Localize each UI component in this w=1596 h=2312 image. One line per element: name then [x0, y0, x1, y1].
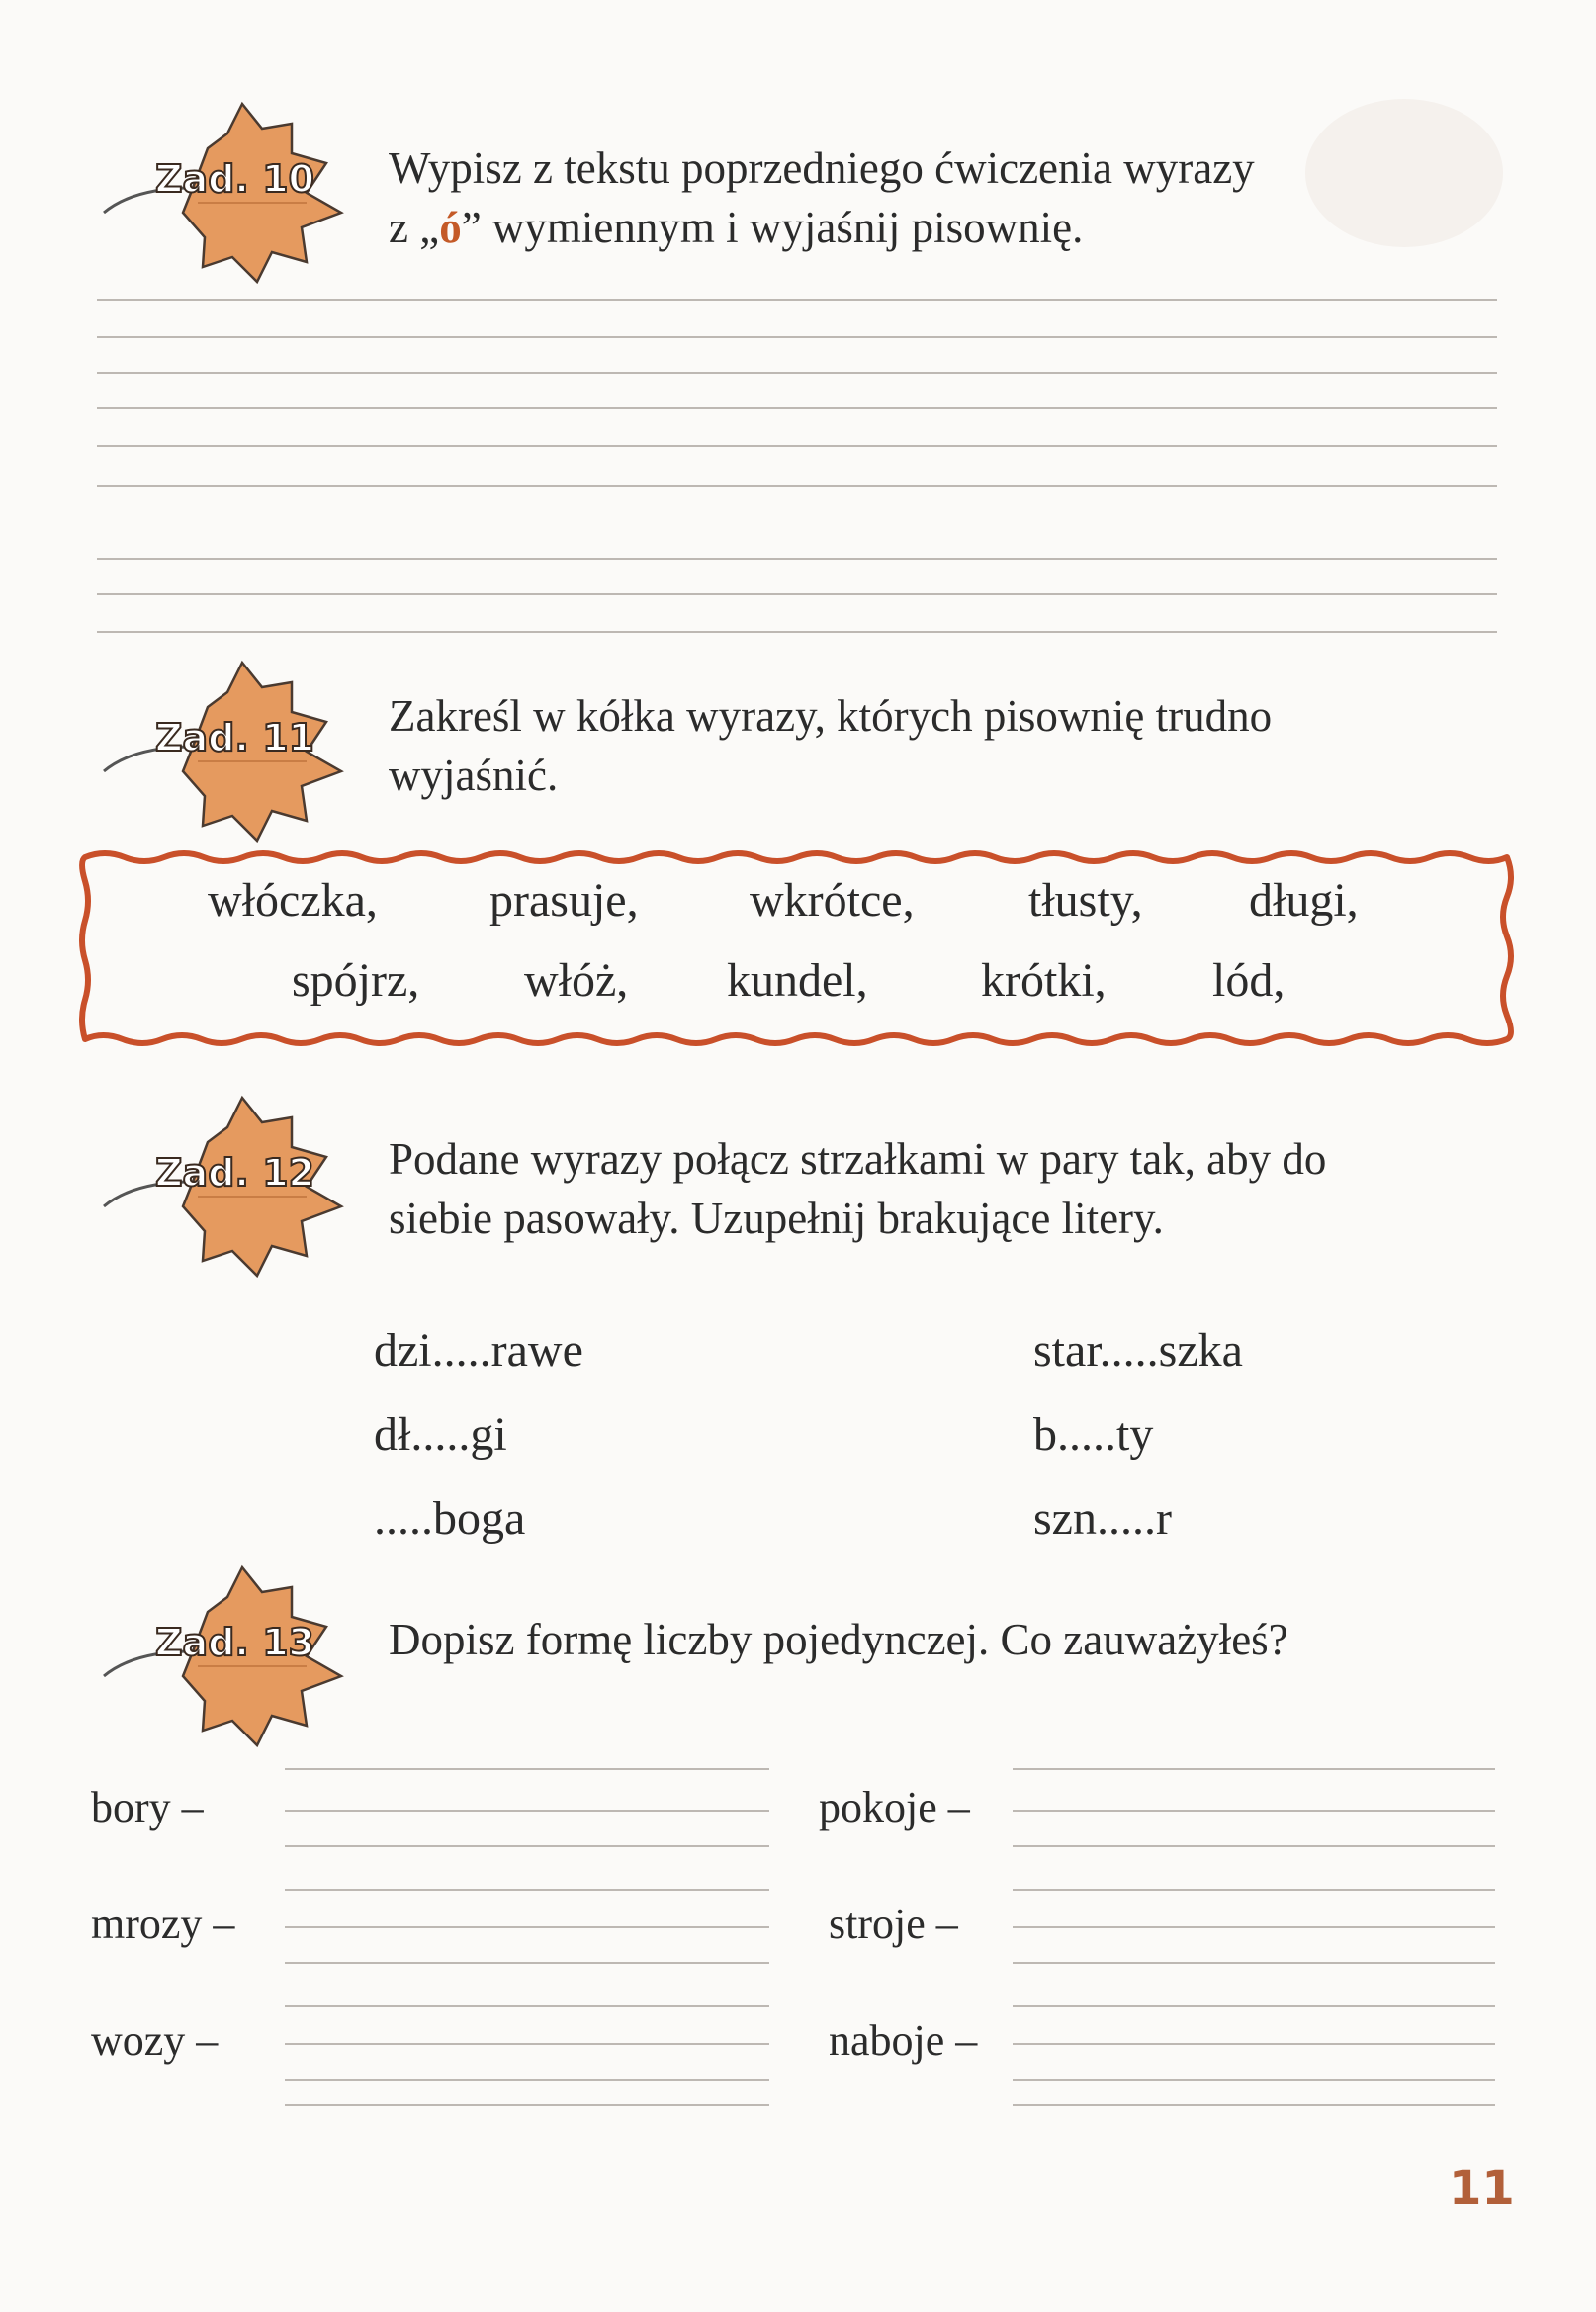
answer-line[interactable] — [1013, 1768, 1495, 1770]
answer-line[interactable] — [285, 1768, 769, 1770]
instruction-line: siebie pasowały. Uzupełnij brakujące litery. — [389, 1194, 1164, 1243]
answer-line[interactable] — [285, 1845, 769, 1847]
pair-word-right[interactable]: star.....szka — [1033, 1324, 1243, 1377]
task-badge-label: Zad. 10 — [155, 157, 314, 201]
answer-line[interactable] — [1013, 1962, 1495, 1964]
plural-word-label: stroje – — [829, 1900, 958, 1948]
plural-word-label: pokoje – — [819, 1783, 970, 1831]
answer-line[interactable] — [1013, 1845, 1495, 1847]
word-item[interactable]: włóż, — [524, 954, 629, 1007]
task-badge-label: Zad. 12 — [155, 1151, 314, 1195]
pair-word-left[interactable]: dzi.....rawe — [374, 1324, 583, 1377]
instruction-line: Wypisz z tekstu poprzedniego ćwiczenia wyrazy — [389, 143, 1255, 193]
instruction-line: Dopisz formę liczby pojedynczej. Co zauważyłeś? — [389, 1615, 1288, 1664]
word-item[interactable]: długi, — [1249, 874, 1359, 927]
task-12-badge — [94, 1088, 351, 1276]
answer-line[interactable] — [285, 1926, 769, 1928]
answer-line[interactable] — [285, 2005, 769, 2007]
accent-letter: ó — [439, 203, 462, 252]
plural-word-label: wozy – — [91, 2016, 219, 2065]
answer-line[interactable] — [1013, 2043, 1495, 2045]
word-item[interactable]: spójrz, — [292, 954, 420, 1007]
answer-line[interactable] — [1013, 2079, 1495, 2081]
word-item[interactable]: lód, — [1212, 954, 1286, 1007]
instruction-line: Zakreśl w kółka wyrazy, których pisownię trudno — [389, 691, 1273, 741]
task-13-instruction — [389, 1610, 1288, 1669]
writing-line[interactable] — [97, 593, 1497, 595]
task-12-instruction — [389, 1129, 1326, 1248]
pair-word-left[interactable]: dł.....gi — [374, 1408, 507, 1461]
answer-line[interactable] — [285, 2043, 769, 2045]
pair-word-left[interactable]: .....boga — [374, 1492, 526, 1545]
answer-line[interactable] — [285, 2079, 769, 2081]
task-13-badge — [94, 1557, 351, 1745]
task-10-badge — [94, 94, 351, 282]
writing-line[interactable] — [97, 485, 1497, 487]
task-badge-label: Zad. 13 — [155, 1621, 314, 1664]
plural-word-label: mrozy – — [91, 1900, 235, 1948]
writing-line[interactable] — [97, 407, 1497, 409]
instruction-text: z „ — [389, 203, 440, 252]
word-item[interactable]: prasuje, — [489, 874, 639, 927]
writing-line[interactable] — [97, 336, 1497, 338]
task-11-badge — [94, 653, 351, 841]
writing-line[interactable] — [97, 372, 1497, 374]
answer-line[interactable] — [285, 1889, 769, 1891]
plural-word-label: bory – — [91, 1783, 204, 1831]
writing-line[interactable] — [97, 558, 1497, 560]
word-item[interactable]: włóczka, — [208, 874, 378, 927]
writing-line[interactable] — [97, 631, 1497, 633]
bleed-through-shadow — [1305, 99, 1503, 247]
answer-line[interactable] — [285, 1810, 769, 1812]
page-number: 11 — [1449, 2161, 1515, 2216]
instruction-line — [389, 198, 1255, 257]
answer-line[interactable] — [1013, 1889, 1495, 1891]
plural-word-label: naboje – — [829, 2016, 978, 2065]
answer-line[interactable] — [1013, 2104, 1495, 2106]
task-badge-label: Zad. 11 — [155, 716, 314, 759]
instruction-text: ” wymiennym i wyjaśnij pisownię. — [461, 203, 1084, 252]
answer-line[interactable] — [1013, 1926, 1495, 1928]
word-item[interactable]: wkrótce, — [750, 874, 915, 927]
answer-line[interactable] — [1013, 1810, 1495, 1812]
instruction-line: wyjaśnić. — [389, 751, 559, 800]
answer-line[interactable] — [285, 1962, 769, 1964]
writing-line[interactable] — [97, 445, 1497, 447]
answer-line[interactable] — [285, 2104, 769, 2106]
task-11-instruction — [389, 686, 1272, 805]
writing-line[interactable] — [97, 299, 1497, 301]
answer-line[interactable] — [1013, 2005, 1495, 2007]
task-10-instruction — [389, 138, 1255, 257]
word-item[interactable]: krótki, — [981, 954, 1107, 1007]
instruction-line: Podane wyrazy połącz strzałkami w pary tak, aby do — [389, 1134, 1327, 1184]
pair-word-right[interactable]: b.....ty — [1033, 1408, 1154, 1461]
word-item[interactable]: kundel, — [727, 954, 868, 1007]
word-item[interactable]: tłusty, — [1028, 874, 1143, 927]
pair-word-right[interactable]: szn.....r — [1033, 1492, 1172, 1545]
